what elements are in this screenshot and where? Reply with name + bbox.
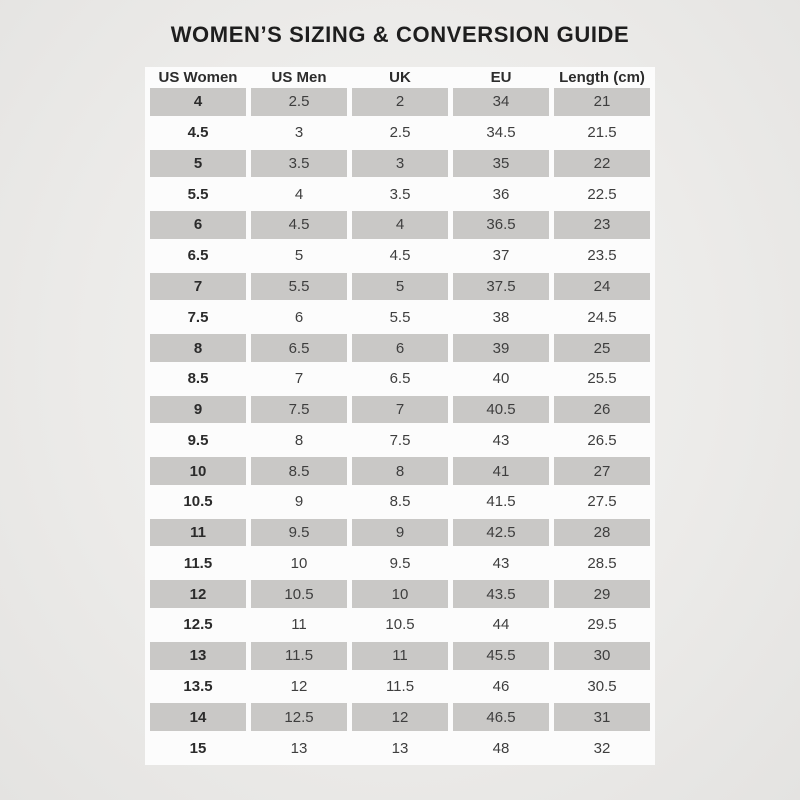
table-cell: 12.5: [251, 703, 347, 731]
table-cell: 11: [291, 616, 307, 634]
column-header: US Women: [158, 69, 238, 86]
table-cell: 10: [150, 457, 246, 485]
table-row: [150, 150, 650, 178]
table-cell: 40.5: [453, 396, 549, 424]
table-cell: 27: [554, 457, 650, 485]
table-row: [150, 334, 650, 362]
table-cell: 6: [150, 211, 246, 239]
table-cell: 41.5: [486, 493, 516, 511]
table-cell: 46: [492, 677, 510, 695]
table-cell: 13: [150, 642, 246, 670]
table-cell: 13: [290, 739, 308, 757]
table-cell: 36.5: [453, 211, 549, 239]
table-cell: 39: [453, 334, 549, 362]
table-row: [150, 642, 650, 670]
table-cell: 32: [593, 739, 611, 757]
table-cell: 45.5: [453, 642, 549, 670]
table-row: [150, 396, 650, 424]
table-cell: 11: [150, 519, 246, 547]
table-cell: 3.5: [389, 185, 411, 203]
table-cell: 44: [492, 616, 510, 634]
table-cell: 40: [492, 370, 510, 388]
table-cell: 5.5: [389, 308, 411, 326]
table-cell: 26.5: [587, 431, 617, 449]
table-cell: 4.5: [251, 211, 347, 239]
table-cell: 25: [554, 334, 650, 362]
table-cell: 3: [294, 124, 304, 142]
table-cell: 4.5: [389, 247, 411, 265]
table-row: [150, 457, 650, 485]
table-cell: 37: [492, 247, 510, 265]
table-cell: 7: [150, 273, 246, 301]
table-cell: 12: [150, 580, 246, 608]
table-cell: 36: [492, 185, 510, 203]
header-row: [150, 70, 650, 85]
table-cell: 38: [492, 308, 510, 326]
table-cell: 11: [352, 642, 448, 670]
table-cell: 5: [352, 273, 448, 301]
table-cell: 7.5: [389, 431, 411, 449]
table-cell: 23: [554, 211, 650, 239]
table-cell: 4.5: [187, 124, 209, 142]
column-header: EU: [490, 69, 512, 86]
table-row: [150, 673, 650, 701]
table-cell: 30: [554, 642, 650, 670]
table-cell: 30.5: [587, 677, 617, 695]
table-cell: 8: [150, 334, 246, 362]
table-cell: 11.5: [183, 554, 213, 572]
table-row: [150, 549, 650, 577]
table-cell: 9.5: [187, 431, 209, 449]
table-cell: 8.5: [389, 493, 411, 511]
table-cell: 2: [352, 88, 448, 116]
table-cell: 34: [453, 88, 549, 116]
table-cell: 11.5: [251, 642, 347, 670]
table-cell: 11.5: [385, 677, 415, 695]
table-cell: 46.5: [453, 703, 549, 731]
table-cell: 5.5: [187, 185, 209, 203]
table-row: [150, 273, 650, 301]
table-cell: 4: [294, 185, 304, 203]
table-cell: 9.5: [389, 554, 411, 572]
table-cell: 8: [294, 431, 304, 449]
table-cell: 26: [554, 396, 650, 424]
table-cell: 22: [554, 150, 650, 178]
table-cell: 6: [294, 308, 304, 326]
table-row: [150, 611, 650, 639]
table-cell: 12: [290, 677, 308, 695]
table-cell: 12.5: [183, 616, 213, 634]
table-cell: 8: [352, 457, 448, 485]
table-row: [150, 426, 650, 454]
table-cell: 4: [352, 211, 448, 239]
table-cell: 7.5: [251, 396, 347, 424]
table-cell: 28.5: [587, 554, 617, 572]
table-cell: 10: [290, 554, 308, 572]
table-cell: 5: [150, 150, 246, 178]
table-cell: 10: [352, 580, 448, 608]
table-row: [150, 734, 650, 762]
column-header: US Men: [271, 69, 327, 86]
table-cell: 5: [294, 247, 304, 265]
table-cell: 25.5: [587, 370, 617, 388]
table-cell: 27.5: [587, 493, 617, 511]
table-row: [150, 119, 650, 147]
table-cell: 12: [352, 703, 448, 731]
table-cell: 31: [554, 703, 650, 731]
table-cell: 7.5: [187, 308, 209, 326]
table-cell: 21.5: [587, 124, 617, 142]
table-cell: 6.5: [389, 370, 411, 388]
table-cell: 3: [352, 150, 448, 178]
table-cell: 8.5: [187, 370, 209, 388]
sizing-table-sheet: [145, 67, 655, 765]
column-header: UK: [389, 69, 411, 86]
sizing-conversion-table: [145, 67, 655, 765]
table-cell: 10.5: [385, 616, 415, 634]
column-header: Length (cm): [559, 69, 645, 86]
table-cell: 42.5: [453, 519, 549, 547]
table-row: [150, 180, 650, 208]
table-cell: 9: [150, 396, 246, 424]
table-row: [150, 488, 650, 516]
table-row: [150, 703, 650, 731]
table-cell: 6.5: [251, 334, 347, 362]
table-cell: 5.5: [251, 273, 347, 301]
table-cell: 3.5: [251, 150, 347, 178]
table-row: [150, 88, 650, 116]
table-cell: 6: [352, 334, 448, 362]
table-cell: 7: [294, 370, 304, 388]
table-cell: 43: [492, 431, 510, 449]
table-cell: 24: [554, 273, 650, 301]
table-cell: 22.5: [587, 185, 617, 203]
table-cell: 13.5: [183, 677, 213, 695]
table-cell: 7: [352, 396, 448, 424]
table-row: [150, 211, 650, 239]
table-row: [150, 365, 650, 393]
table-cell: 14: [150, 703, 246, 731]
table-cell: 23.5: [587, 247, 617, 265]
table-cell: 9.5: [251, 519, 347, 547]
table-cell: 29: [554, 580, 650, 608]
table-cell: 2.5: [389, 124, 411, 142]
table-cell: 28: [554, 519, 650, 547]
table-cell: 37.5: [453, 273, 549, 301]
table-cell: 10.5: [183, 493, 213, 511]
table-row: [150, 303, 650, 331]
table-cell: 43.5: [453, 580, 549, 608]
table-cell: 21: [554, 88, 650, 116]
table-row: [150, 242, 650, 270]
table-row: [150, 519, 650, 547]
table-cell: 13: [391, 739, 409, 757]
table-cell: 43: [492, 554, 510, 572]
table-cell: 10.5: [251, 580, 347, 608]
table-cell: 24.5: [587, 308, 617, 326]
table-cell: 41: [453, 457, 549, 485]
table-row: [150, 580, 650, 608]
table-cell: 9: [294, 493, 304, 511]
table-cell: 29.5: [587, 616, 617, 634]
table-cell: 6.5: [187, 247, 209, 265]
table-cell: 15: [189, 739, 207, 757]
table-cell: 9: [352, 519, 448, 547]
table-body: [150, 88, 650, 762]
table-cell: 34.5: [486, 124, 516, 142]
table-cell: 2.5: [251, 88, 347, 116]
table-cell: 48: [492, 739, 510, 757]
page-title: WOMEN’S SIZING & CONVERSION GUIDE: [170, 22, 630, 47]
table-cell: 4: [150, 88, 246, 116]
table-cell: 8.5: [251, 457, 347, 485]
table-cell: 35: [453, 150, 549, 178]
